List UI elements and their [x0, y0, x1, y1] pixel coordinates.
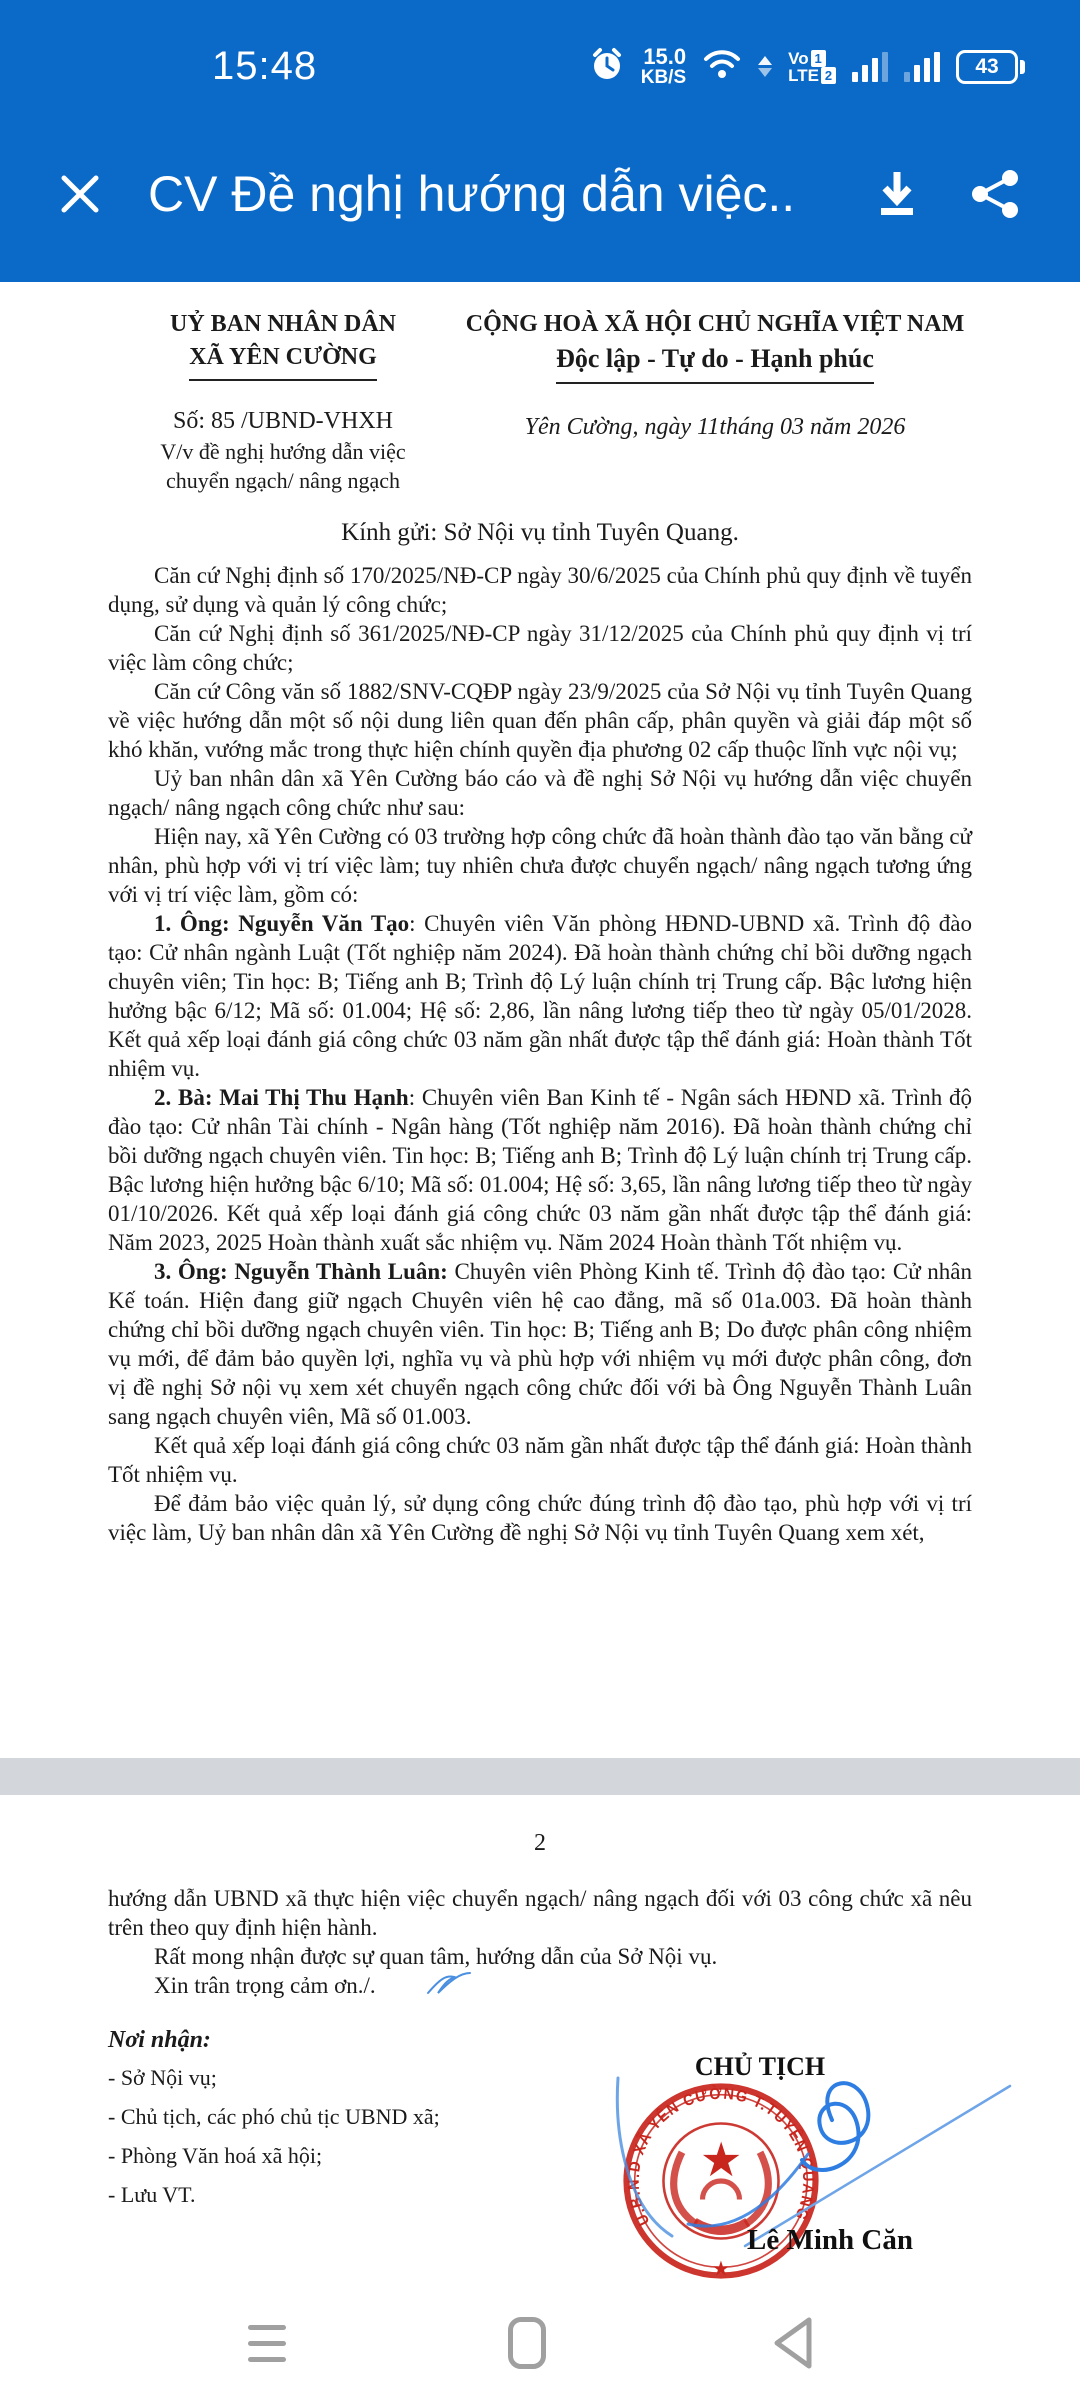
paragraph-officer-1: 1. Ông: Nguyễn Văn Tạo: Chuyên viên Văn phòng HĐND-UBND xã. Trình độ đào tạo: Cử nhân ngành Luật (Tốt nghiệp năm 2024). Đã hoàn thành chứng chỉ bồi dưỡng ngạch chuyên viên; Tin học: B; Tiếng anh B; Trình độ Lý luận chính trị Trung cấp. Bậc lương hiện hưởng bậc 6/12; Mã số: 01.004; Hệ số: 2,86, lần nâng lương tiếp theo từ ngày 05/01/2028. Kết quả xếp loại đánh giá công chức 03 năm gần nhất được tập thể đánh giá: Hoàn thành Tốt nhiệm vụ. [108, 911, 972, 1081]
document-subject-line2: chuyển ngạch/ nâng ngạch [166, 468, 400, 493]
document-number: Số: 85 /UBND-VHXH [172, 408, 393, 434]
paragraph: Để đảm bảo việc quản lý, sử dụng công chức đúng trình độ đào tạo, phù hợp với vị trí việc làm, Uỷ ban nhân dân xã Yên Cường đề nghị Sở Nội vụ tỉnh Tuyên Quang xem xét, [108, 1491, 972, 1545]
stamp-emblem-star: ★ [699, 2134, 743, 2187]
paragraph: Uỷ ban nhân dân xã Yên Cường báo cáo và đề nghị Sở Nội vụ hướng dẫn việc chuyển ngạch/ nâng ngạch công chức như sau: [108, 766, 972, 820]
paragraph: Căn cứ Nghị định số 170/2025/NĐ-CP ngày 30/6/2025 của Chính phủ quy định về tuyển dụng, sử dụng và quản lý công chức; [108, 563, 972, 617]
recipient-item: - Chủ tịch, các phó chủ tịc UBND xã; [108, 2104, 440, 2129]
share-icon[interactable] [960, 159, 1030, 229]
paragraph-officer-2: 2. Bà: Mai Thị Thu Hạnh: Chuyên viên Ban Kinh tế - Ngân sách HĐND xã. Trình độ đào tạo: Cử nhân Tài chính - Ngân hàng (Tốt nghiệp năm 2016). Đã hoàn thành chứng chỉ bồi dưỡng ngạch chuyên viên. Tin học: B; Tiếng anh B; Trình độ Lý luận chính trị Trung cấp. Bậc lương hiện hưởng bậc 6/10; Mã số: 01.004; Hệ số: 3,65, lần nâng lương tiếp theo từ ngày 01/10/2026. Kết quả xếp loại đánh giá công chức 03 năm gần nhất được tập thể đánh giá: Năm 2023, 2025 Hoàn thành xuất sắc nhiệm vụ. Năm 2024 Hoàn thành Tốt nhiệm vụ. [108, 1085, 972, 1255]
clock-time: 15:48 [212, 44, 318, 88]
document-subject-line1: V/v đề nghị hướng dẫn việc [160, 439, 406, 464]
page-separator [0, 1758, 1080, 1795]
download-icon[interactable] [862, 159, 932, 229]
signal-bars-sim1-icon [852, 52, 888, 82]
paragraph-closing: Xin trân trọng cảm ơn./. [108, 1971, 972, 2004]
paragraph: hướng dẫn UBND xã thực hiện việc chuyển ngạch/ nâng ngạch đối với 03 công chức xã nêu trên theo quy định hiện hành. [108, 1886, 972, 1940]
stamp-ring-text: U.B.N.D XÃ YÊN CƯỜNG T.TUYÊN QUANG [625, 2085, 817, 2229]
recipient-line: Kính gửi: Sở Nội vụ tỉnh Tuyên Quang. [341, 519, 739, 546]
paragraph: Căn cứ Công văn số 1882/SNV-CQĐP ngày 23/9/2025 của Sở Nội vụ tỉnh Tuyên Quang về việc hướng dẫn một số nội dung liên quan đến phân cấp, phân quyền và giải đáp một số khó khăn, vướng mắc trong thực hiện chính quyền địa phương 02 cấp thuộc lĩnh vực nội vụ; [108, 679, 972, 762]
stamp-star: ★ [711, 2258, 731, 2281]
recipients-block [108, 2022, 588, 2214]
document-body-page2 [108, 1884, 972, 2004]
recipients-label: Nơi nhận: [108, 2027, 211, 2053]
pen-mark-icon [380, 1971, 472, 2004]
battery-icon: 43 [956, 50, 1025, 84]
document-body-page1 [108, 561, 972, 1547]
recipient-item: - Phòng Văn hoá xã hội; [108, 2143, 323, 2168]
paragraph: Rất mong nhận được sự quan tâm, hướng dẫn của Sở Nội vụ. [154, 1944, 718, 1969]
status-icons [589, 46, 1025, 87]
home-icon[interactable] [477, 2286, 577, 2400]
national-motto-line2: Độc lập - Tự do - Hạnh phúc [556, 341, 874, 384]
wifi-icon [702, 47, 742, 86]
network-speed: 15.0 KB/S [640, 44, 687, 88]
paragraph: Căn cứ Nghị định số 361/2025/NĐ-CP ngày 31/12/2025 của Chính phủ quy định vị trí việc làm công chức; [108, 621, 972, 675]
close-icon[interactable] [50, 164, 110, 224]
recipient-item: - Sở Nội vụ; [108, 2065, 217, 2090]
handwritten-signature [540, 2058, 1020, 2298]
document-page-1[interactable] [0, 282, 1080, 1758]
issuing-org-line2: XÃ YÊN CƯỜNG [189, 341, 377, 381]
signal-bars-sim2-icon [904, 52, 940, 82]
back-icon[interactable] [742, 2286, 842, 2400]
volte-icon: Vo 1 LTE 2 [788, 50, 836, 84]
paragraph-officer-3: 3. Ông: Nguyễn Thành Luân: Chuyên viên Phòng Kinh tế. Trình độ đào tạo: Cử nhân Kế toán. Hiện đang giữ ngạch Chuyên viên hệ cao đẳng, mã số 01a.003. Đã hoàn thành chứng chỉ bồi dưỡng ngạch chuyên viên. Tin học: B; Tiếng anh B; Do được phân công nhiệm vụ mới, để đảm bảo quyền lợi, nghĩa vụ và phù hợp với nhiệm vụ mới được phân công, đơn vị đề nghị Sở nội vụ xem xét chuyển ngạch công chức đối với bà Ông Nguyễn Thành Luân sang ngạch chuyên viên, Mã số 01.003. [108, 1259, 973, 1429]
recipient-item: - Lưu VT. [108, 2182, 196, 2207]
document-letterhead [108, 308, 972, 384]
page-number: 2 [534, 1830, 546, 1856]
alarm-clock-icon [589, 46, 625, 87]
system-nav-bar [0, 2286, 1080, 2400]
wifi-traffic-arrows-icon [758, 56, 772, 77]
issuing-org-line1: UỶ BAN NHÂN DÂN [170, 311, 396, 337]
national-motto-line1: CỘNG HOÀ XÃ HỘI CHỦ NGHĨA VIỆT NAM [465, 311, 965, 337]
signature-title: CHỦ TỊCH [694, 2052, 826, 2081]
place-and-date: Yên Cường, ngày 11tháng 03 năm 2026 [524, 414, 906, 440]
app-bar [0, 105, 1080, 282]
status-bar [0, 0, 1080, 105]
document-title: CV Đề nghị hướng dẫn việc.. [148, 165, 796, 222]
signer-name: Lê Minh Căn [747, 2224, 913, 2256]
paragraph: Hiện nay, xã Yên Cường có 03 trường hợp công chức đã hoàn thành đào tạo văn bằng cử nhân, phù hợp với vị trí việc làm; tuy nhiên chưa được chuyển ngạch/ nâng ngạch tương ứng với vị trí việc làm, gồm có: [108, 824, 972, 907]
paragraph: Kết quả xếp loại đánh giá công chức 03 năm gần nhất được tập thể đánh giá: Hoàn thành Tốt nhiệm vụ. [108, 1433, 972, 1487]
recents-menu-icon[interactable] [217, 2286, 317, 2400]
